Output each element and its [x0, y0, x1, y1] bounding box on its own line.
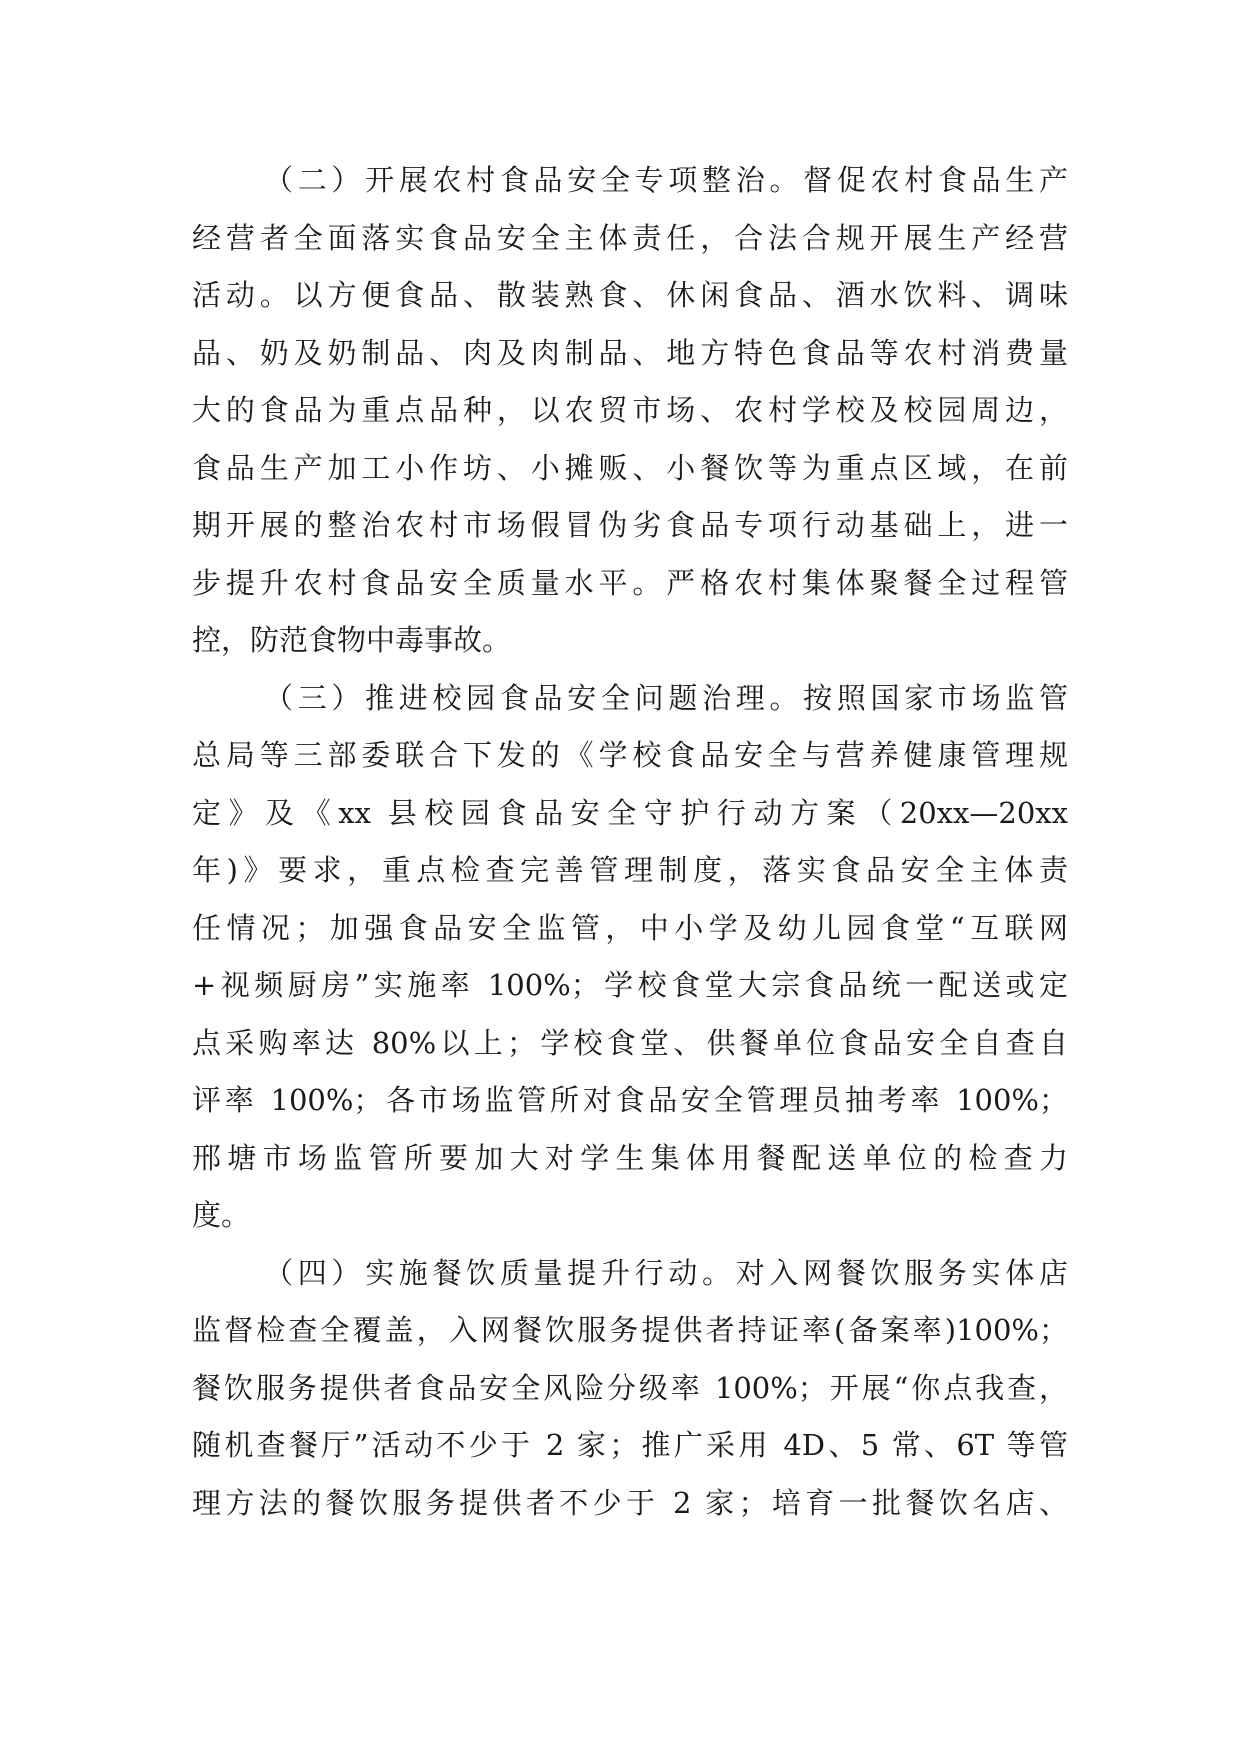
text-line: 度。 — [192, 1198, 251, 1232]
text-line: 期开展的整治农村市场假冒伪劣食品专项行动基础上，进一 — [192, 508, 1068, 542]
text-line: 步提升农村食品安全质量水平。严格农村集体聚餐全过程管 — [192, 565, 1068, 600]
text-line: 大的食品为重点品种，以农贸市场、农村学校及校园周边， — [192, 393, 1068, 427]
text-line: 随机查餐厅”活动不少于 2 家；推广采用 4D、5 常、6T 等管 — [192, 1428, 1068, 1462]
paragraph-section-3 — [192, 670, 1068, 1245]
text-line: 邢塘市场监管所要加大对学生集体用餐配送单位的检查力 — [192, 1140, 1068, 1175]
text-line: （二）开展农村食品安全专项整治。督促农村食品生产 — [264, 163, 1068, 197]
text-line: 餐饮服务提供者食品安全风险分级率 100%；开展“你点我查， — [192, 1370, 1068, 1405]
text-line: +视频厨房”实施率 100%；学校食堂大宗食品统一配送或定 — [192, 968, 1068, 1002]
text-line: 点采购率达 80%以上；学校食堂、供餐单位食品安全自查自 — [192, 1025, 1068, 1060]
body-text — [192, 152, 1068, 1532]
text-line: 评率 100%；各市场监管所对食品安全管理员抽考率 100%； — [192, 1083, 1068, 1117]
text-line: （四）实施餐饮质量提升行动。对入网餐饮服务实体店 — [264, 1255, 1068, 1290]
paragraph-section-2 — [192, 152, 1068, 670]
text-line: 定》及《xx 县校园食品安全守护行动方案（20xx—20xx — [192, 795, 1068, 830]
text-line: 监督检查全覆盖，入网餐饮服务提供者持证率(备案率)100%； — [192, 1313, 1068, 1347]
text-line: 理方法的餐饮服务提供者不少于 2 家；培育一批餐饮名店、 — [192, 1485, 1068, 1520]
text-line: 食品生产加工小作坊、小摊贩、小餐饮等为重点区域，在前 — [192, 450, 1068, 485]
text-line: 任情况；加强食品安全监管，中小学及幼儿园食堂“互联网 — [192, 910, 1068, 945]
text-line: 总局等三部委联合下发的《学校食品安全与营养健康管理规 — [192, 738, 1068, 772]
text-line: （三）推进校园食品安全问题治理。按照国家市场监管 — [264, 680, 1068, 715]
text-line: 年)》要求，重点检查完善管理制度，落实食品安全主体责 — [192, 853, 1068, 887]
text-line: 控，防范食物中毒事故。 — [192, 623, 512, 657]
text-line: 品、奶及奶制品、肉及肉制品、地方特色食品等农村消费量 — [192, 335, 1068, 370]
text-line: 活动。以方便食品、散装熟食、休闲食品、酒水饮料、调味 — [192, 278, 1068, 312]
paragraph-section-4 — [192, 1245, 1068, 1533]
text-line: 经营者全面落实食品安全主体责任，合法合规开展生产经营 — [192, 220, 1068, 255]
